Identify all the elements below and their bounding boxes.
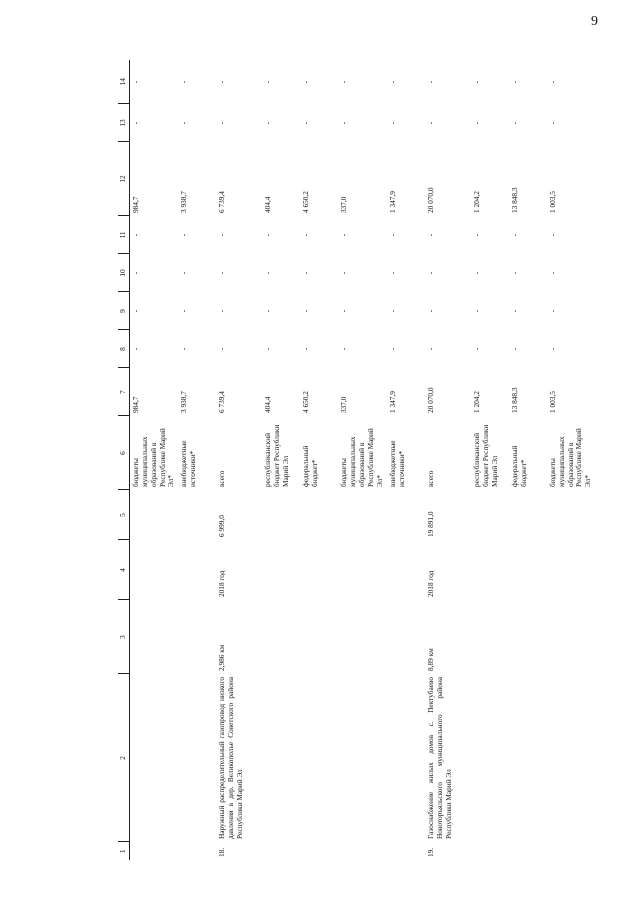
cell-no: 18. xyxy=(217,847,227,857)
cell-total: 337,0 xyxy=(339,396,349,413)
table-row xyxy=(300,60,338,860)
cell-c10: - xyxy=(130,271,140,275)
cell-no xyxy=(129,842,178,860)
cell-name: Наружный распределительный газопровод низкого давления в дер. Великополье Советского района Республики Марий Эл xyxy=(217,677,245,839)
cell-year xyxy=(178,540,216,600)
cell-name: Газоснабжение жилых домов с. Пектубаево Новоторъяльского муниципального района Республики Марий Эл xyxy=(425,677,453,839)
cell-year: 2018 год xyxy=(217,570,227,597)
cell-cost xyxy=(178,490,216,540)
page-number: 9 xyxy=(591,14,598,29)
cell-c9: - xyxy=(547,309,557,313)
cell-c9: - xyxy=(509,309,519,313)
cell-cost xyxy=(387,490,425,540)
cell-c13: - xyxy=(339,121,349,125)
cell-c14: - xyxy=(339,80,349,84)
cell-name xyxy=(547,674,595,842)
table-body xyxy=(129,60,595,860)
cell-no xyxy=(262,842,300,860)
cell-total: 404,4 xyxy=(263,396,273,413)
cell-c14: - xyxy=(217,80,227,84)
table-row xyxy=(471,60,509,860)
cell-c8: - xyxy=(547,347,557,351)
cell-c12: 13 848,3 xyxy=(509,187,519,213)
cell-length xyxy=(509,600,547,674)
cell-no: 19. xyxy=(425,847,435,857)
cell-c13: - xyxy=(425,121,435,125)
cell-no xyxy=(547,842,595,860)
cell-length xyxy=(178,600,216,674)
cell-c12: 6 739,4 xyxy=(217,191,227,213)
cell-year xyxy=(547,540,595,600)
table-row xyxy=(509,60,547,860)
cell-c14: - xyxy=(263,80,273,84)
cell-total: 1 003,5 xyxy=(547,391,557,413)
cell-c13: - xyxy=(387,121,397,125)
cell-c12: 1 347,9 xyxy=(387,191,397,213)
column-number-13: 13 xyxy=(118,104,129,142)
cell-year xyxy=(509,540,547,600)
cell-c14: - xyxy=(509,80,519,84)
cell-c11: - xyxy=(339,233,349,237)
cell-c10: - xyxy=(471,271,481,275)
column-number-5: 5 xyxy=(118,490,129,540)
column-number-3: 3 xyxy=(118,600,129,674)
cell-name xyxy=(178,674,216,842)
cell-length xyxy=(471,600,509,674)
cell-year xyxy=(338,540,386,600)
cell-length xyxy=(129,600,178,674)
cell-total: 984,7 xyxy=(130,396,140,413)
cell-total: 1 204,2 xyxy=(471,391,481,413)
cell-c12: 1 003,5 xyxy=(547,191,557,213)
cell-total: 1 347,9 xyxy=(387,391,397,413)
cell-c12: 337,0 xyxy=(339,196,349,213)
cell-c10: - xyxy=(509,271,519,275)
cell-c12: 4 650,2 xyxy=(301,191,311,213)
cell-no xyxy=(509,842,547,860)
cell-cost: 19 891,0 xyxy=(425,511,435,537)
cell-c9: - xyxy=(339,309,349,313)
cell-c12: 404,4 xyxy=(263,196,273,213)
cell-c8: - xyxy=(179,347,189,351)
cell-source: федеральный бюджет* xyxy=(301,445,320,487)
cell-c10: - xyxy=(217,271,227,275)
cell-c11: - xyxy=(387,233,397,237)
cell-c10: - xyxy=(179,271,189,275)
cell-length xyxy=(300,600,338,674)
cell-length xyxy=(547,600,595,674)
cell-c12: 984,7 xyxy=(130,196,140,213)
cell-c9: - xyxy=(387,309,397,313)
cell-length xyxy=(387,600,425,674)
cell-name xyxy=(338,674,386,842)
cell-source: бюджеты муниципальных образований в Республике Марий Эл* xyxy=(339,428,384,487)
cell-name xyxy=(129,674,178,842)
column-number-12: 12 xyxy=(118,142,129,216)
cell-total: 13 848,3 xyxy=(509,387,519,413)
cell-no xyxy=(338,842,386,860)
cell-c9: - xyxy=(425,309,435,313)
column-number-11: 11 xyxy=(118,216,129,254)
cell-c10: - xyxy=(263,271,273,275)
column-number-7: 7 xyxy=(118,368,129,416)
cell-c9: - xyxy=(130,309,140,313)
cell-c11: - xyxy=(509,233,519,237)
cell-c10: - xyxy=(387,271,397,275)
cell-length: 2,986 км xyxy=(217,644,227,671)
table-row xyxy=(178,60,216,860)
column-number-10: 10 xyxy=(118,254,129,292)
cell-cost xyxy=(509,490,547,540)
cell-c11: - xyxy=(130,233,140,237)
cell-total: 6 739,4 xyxy=(217,391,227,413)
cell-source: внебюджетные источники* xyxy=(387,440,406,487)
cell-cost xyxy=(547,490,595,540)
cell-c11: - xyxy=(217,233,227,237)
cell-source: республиканский бюджет Республики Марий Эл xyxy=(471,424,499,487)
cell-c14: - xyxy=(425,80,435,84)
cell-no xyxy=(300,842,338,860)
cell-source: бюджеты муниципальных образований в Республике Марий Эл* xyxy=(547,428,593,487)
cell-c9: - xyxy=(179,309,189,313)
cell-cost xyxy=(300,490,338,540)
cell-c13: - xyxy=(301,121,311,125)
cell-c8: - xyxy=(217,347,227,351)
table-row xyxy=(262,60,300,860)
investment-table xyxy=(118,60,595,860)
table-row xyxy=(216,60,262,860)
column-number-4: 4 xyxy=(118,540,129,600)
cell-source: внебюджетные источники* xyxy=(179,440,198,487)
cell-c8: - xyxy=(263,347,273,351)
column-number-6: 6 xyxy=(118,416,129,490)
cell-c9: - xyxy=(471,309,481,313)
cell-c12: 20 070,0 xyxy=(425,187,435,213)
column-number-14: 14 xyxy=(118,60,129,104)
cell-source: бюджеты муниципальных образований в Республике Марий Эл* xyxy=(130,428,176,487)
cell-name xyxy=(300,674,338,842)
cell-c11: - xyxy=(301,233,311,237)
cell-cost xyxy=(471,490,509,540)
cell-cost xyxy=(338,490,386,540)
cell-total: 3 938,7 xyxy=(179,391,189,413)
cell-no xyxy=(178,842,216,860)
cell-year xyxy=(262,540,300,600)
cell-c14: - xyxy=(179,80,189,84)
cell-c11: - xyxy=(547,233,557,237)
cell-c14: - xyxy=(130,80,140,84)
table-row xyxy=(387,60,425,860)
cell-name xyxy=(471,674,509,842)
cell-year xyxy=(300,540,338,600)
cell-source: федеральный бюджет* xyxy=(509,445,528,487)
cell-year xyxy=(471,540,509,600)
column-number-2: 2 xyxy=(118,674,129,842)
cell-c10: - xyxy=(339,271,349,275)
cell-c8: - xyxy=(509,347,519,351)
cell-c9: - xyxy=(263,309,273,313)
table-row xyxy=(425,60,471,860)
cell-c13: - xyxy=(263,121,273,125)
column-number-8: 8 xyxy=(118,330,129,368)
cell-c9: - xyxy=(217,309,227,313)
cell-c13: - xyxy=(130,121,140,125)
cell-c14: - xyxy=(301,80,311,84)
cell-source: всего xyxy=(425,470,435,487)
rotated-page xyxy=(118,60,638,860)
cell-c11: - xyxy=(179,233,189,237)
cell-cost xyxy=(262,490,300,540)
cell-c12: 1 204,2 xyxy=(471,191,481,213)
cell-c8: - xyxy=(425,347,435,351)
cell-c14: - xyxy=(547,80,557,84)
cell-c8: - xyxy=(387,347,397,351)
cell-year xyxy=(129,540,178,600)
cell-c12: 3 938,7 xyxy=(179,191,189,213)
cell-c10: - xyxy=(301,271,311,275)
cell-c11: - xyxy=(471,233,481,237)
cell-c14: - xyxy=(471,80,481,84)
cell-c13: - xyxy=(509,121,519,125)
cell-cost: 6 999,0 xyxy=(217,515,227,537)
cell-c14: - xyxy=(387,80,397,84)
cell-length xyxy=(338,600,386,674)
cell-c10: - xyxy=(425,271,435,275)
cell-year: 2018 год xyxy=(425,570,435,597)
cell-source: республиканский бюджет Республики Марий Эл xyxy=(263,424,291,487)
cell-c13: - xyxy=(217,121,227,125)
cell-c8: - xyxy=(301,347,311,351)
cell-no xyxy=(471,842,509,860)
cell-length: 8,89 км xyxy=(425,648,435,671)
cell-total: 20 070,0 xyxy=(425,387,435,413)
cell-c13: - xyxy=(547,121,557,125)
table-row xyxy=(338,60,386,860)
cell-c11: - xyxy=(425,233,435,237)
cell-c8: - xyxy=(130,347,140,351)
cell-total: 4 650,2 xyxy=(301,391,311,413)
cell-source: всего xyxy=(217,470,227,487)
cell-c13: - xyxy=(471,121,481,125)
column-number-1: 1 xyxy=(118,842,129,860)
column-number-9: 9 xyxy=(118,292,129,330)
cell-c8: - xyxy=(339,347,349,351)
cell-c13: - xyxy=(179,121,189,125)
cell-year xyxy=(387,540,425,600)
cell-c8: - xyxy=(471,347,481,351)
cell-cost xyxy=(129,490,178,540)
cell-no xyxy=(387,842,425,860)
column-number-row xyxy=(118,60,129,860)
cell-name xyxy=(509,674,547,842)
cell-c10: - xyxy=(547,271,557,275)
cell-name xyxy=(387,674,425,842)
cell-c9: - xyxy=(301,309,311,313)
table-row xyxy=(129,60,178,860)
cell-name xyxy=(262,674,300,842)
cell-length xyxy=(262,600,300,674)
cell-c11: - xyxy=(263,233,273,237)
table-row xyxy=(547,60,595,860)
